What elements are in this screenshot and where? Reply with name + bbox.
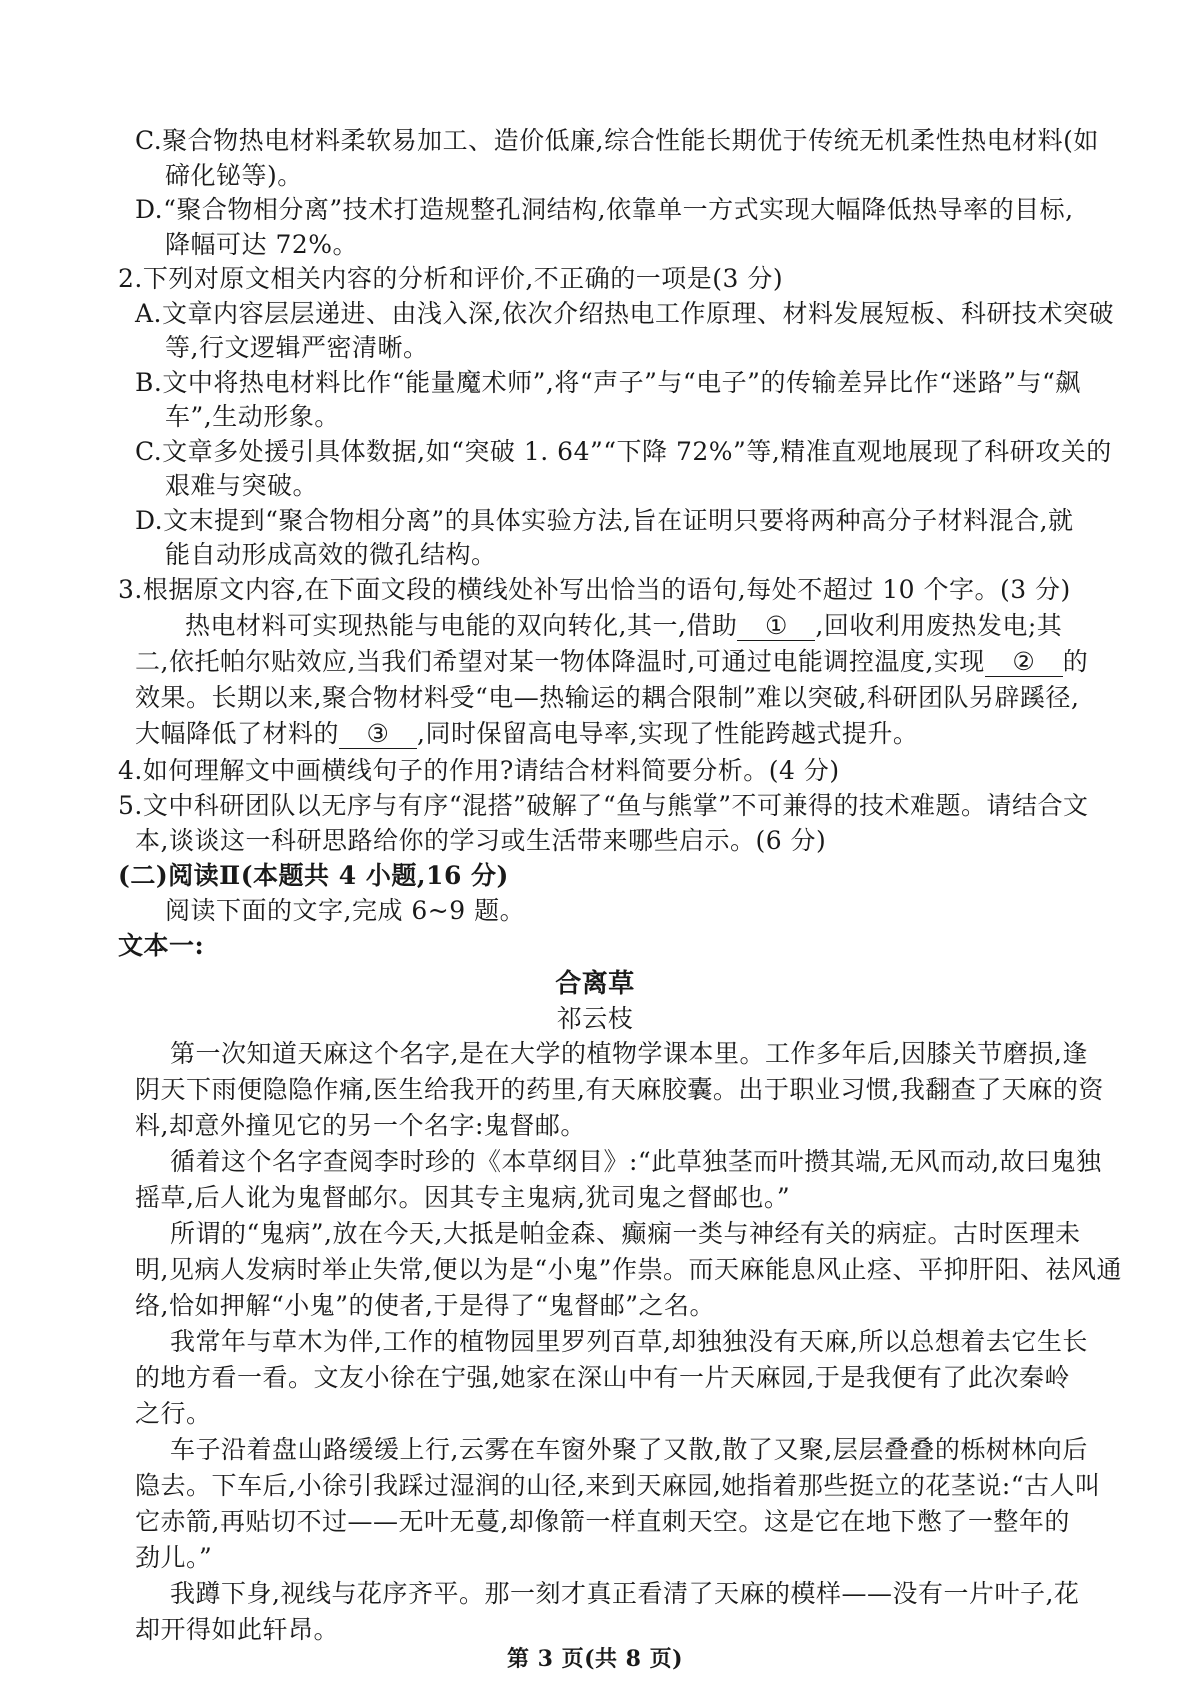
q2-option-d-line1: D.文末提到“聚合物相分离”的具体实验方法,旨在证明只要将两种高分子材料混合,就 xyxy=(135,506,1074,535)
q3-text: 二,依托帕尔贴效应,当我们希望对某一物体降温时,可通过电能调控温度,实现 xyxy=(135,647,985,676)
essay-p4-line: 之行。 xyxy=(135,1399,212,1428)
essay-p3-line: 明,见病人发病时举止失常,便以为是“小鬼”作祟。而天麻能息风止痉、平抑肝阳、祛风通 xyxy=(135,1255,1122,1284)
essay-p4-line: 我常年与草木为伴,工作的植物园里罗列百草,却独独没有天麻,所以总想着去它生长 xyxy=(170,1327,1088,1356)
q4-stem: 4.如何理解文中画横线句子的作用?请结合材料简要分析。(4 分) xyxy=(118,756,840,785)
q2-option-b-line2: 车”,生动形象。 xyxy=(165,402,340,431)
q2-option-a-line1: A.文章内容层层递进、由浅入深,依次介绍热电工作原理、材料发展短板、科研技术突破 xyxy=(135,299,1114,328)
essay-p5-line: 隐去。下车后,小徐引我踩过湿润的山径,来到天麻园,她指着那些挺立的花茎说:“古人叫 xyxy=(135,1471,1101,1500)
q2-option-c-line1: C.文章多处援引具体数据,如“突破 1. 64”“下降 72%”等,精准直观地展现了科研攻关的 xyxy=(135,437,1112,466)
q3-blank-3[interactable]: ③ xyxy=(339,720,417,749)
q1-option-c-line2: 碲化铋等)。 xyxy=(165,161,303,190)
essay-p4-line: 的地方看一看。文友小徐在宁强,她家在深山中有一片天麻园,于是我便有了此次秦岭 xyxy=(135,1363,1070,1392)
essay-p5-line: 劲儿。” xyxy=(135,1543,213,1572)
q1-option-c-line1: C.聚合物热电材料柔软易加工、造价低廉,综合性能长期优于传统无机柔性热电材料(如 xyxy=(135,126,1099,155)
q2-stem: 2.下列对原文相关内容的分析和评价,不正确的一项是(3 分) xyxy=(118,264,784,293)
essay-p1-line: 第一次知道天麻这个名字,是在大学的植物学课本里。工作多年后,因膝关节磨损,逢 xyxy=(170,1039,1088,1068)
essay-p5-line: 车子沿着盘山路缓缓上行,云雾在车窗外聚了又散,散了又聚,层层叠叠的栎树林向后 xyxy=(170,1435,1088,1464)
q3-passage-line4 xyxy=(135,717,918,751)
essay-p6-line: 我蹲下身,视线与花序齐平。那一刻才真正看清了天麻的模样——没有一片叶子,花 xyxy=(170,1579,1080,1608)
q3-stem: 3.根据原文内容,在下面文段的横线处补写出恰当的语句,每处不超过 10 个字。(3 分) xyxy=(118,575,1071,604)
essay-author: 祁云枝 xyxy=(556,1004,634,1033)
q1-option-d-line1: D.“聚合物相分离”技术打造规整孔洞结构,依靠单一方式实现大幅降低热导率的目标, xyxy=(135,195,1074,224)
q3-blank-1[interactable]: ① xyxy=(737,612,815,641)
q2-option-c-line2: 艰难与突破。 xyxy=(165,471,319,500)
q3-text: ,回收利用废热发电;其 xyxy=(815,611,1063,640)
q3-passage-line2 xyxy=(135,645,1088,679)
q3-blank-2[interactable]: ② xyxy=(985,648,1063,677)
essay-p3-line: 络,恰如押解“小鬼”的使者,于是得了“鬼督邮”之名。 xyxy=(135,1291,716,1320)
essay-p2-line: 循着这个名字查阅李时珍的《本草纲目》:“此草独茎而叶攒其端,无风而动,故曰鬼独 xyxy=(170,1147,1102,1176)
q3-text: 大幅降低了材料的 xyxy=(135,719,340,748)
essay-p2-line: 摇草,后人讹为鬼督邮尔。因其专主鬼病,犹司鬼之督邮也。” xyxy=(135,1183,791,1212)
q3-passage-line3: 效果。长期以来,聚合物材料受“电—热输运的耦合限制”难以突破,科研团队另辟蹊径, xyxy=(135,683,1080,712)
section-instruction: 阅读下面的文字,完成 6~9 题。 xyxy=(165,896,526,925)
essay-p6-line: 却开得如此轩昂。 xyxy=(135,1615,340,1644)
essay-p1-line: 料,却意外撞见它的另一个名字:鬼督邮。 xyxy=(135,1111,586,1140)
q5-stem-line2: 本,谈谈这一科研思路给你的学习或生活带来哪些启示。(6 分) xyxy=(135,826,827,855)
page-number: 第 3 页(共 8 页) xyxy=(506,1646,684,1672)
q5-stem-line1: 5.文中科研团队以无序与有序“混搭”破解了“鱼与熊掌”不可兼得的技术难题。请结合文 xyxy=(118,791,1089,820)
q3-text: 热电材料可实现热能与电能的双向转化,其一,借助 xyxy=(185,611,738,640)
text1-label: 文本一: xyxy=(118,931,205,960)
section-heading: (二)阅读Ⅱ(本题共 4 小题,16 分) xyxy=(118,861,509,890)
q2-option-b-line1: B.文中将热电材料比作“能量魔术师”,将“声子”与“电子”的传输差异比作“迷路”与“飙 xyxy=(135,368,1081,397)
q2-option-a-line2: 等,行文逻辑严密清晰。 xyxy=(165,333,429,362)
essay-p3-line: 所谓的“鬼病”,放在今天,大抵是帕金森、癫痫一类与神经有关的病症。古时医理未 xyxy=(170,1219,1081,1248)
q3-text: 的 xyxy=(1062,647,1089,676)
q2-option-d-line2: 能自动形成高效的微孔结构。 xyxy=(165,540,497,569)
essay-p1-line: 阴天下雨便隐隐作痛,医生给我开的药里,有天麻胶囊。出于职业习惯,我翻查了天麻的资 xyxy=(135,1075,1104,1104)
essay-p5-line: 它赤箭,再贴切不过——无叶无蔓,却像箭一样直刺天空。这是它在地下憋了一整年的 xyxy=(135,1507,1070,1536)
q3-passage-line1 xyxy=(185,609,1062,643)
q3-text: ,同时保留高电导率,实现了性能跨越式提升。 xyxy=(417,719,919,748)
q1-option-d-line2: 降幅可达 72%。 xyxy=(165,230,359,259)
essay-title: 合离草 xyxy=(555,969,635,999)
